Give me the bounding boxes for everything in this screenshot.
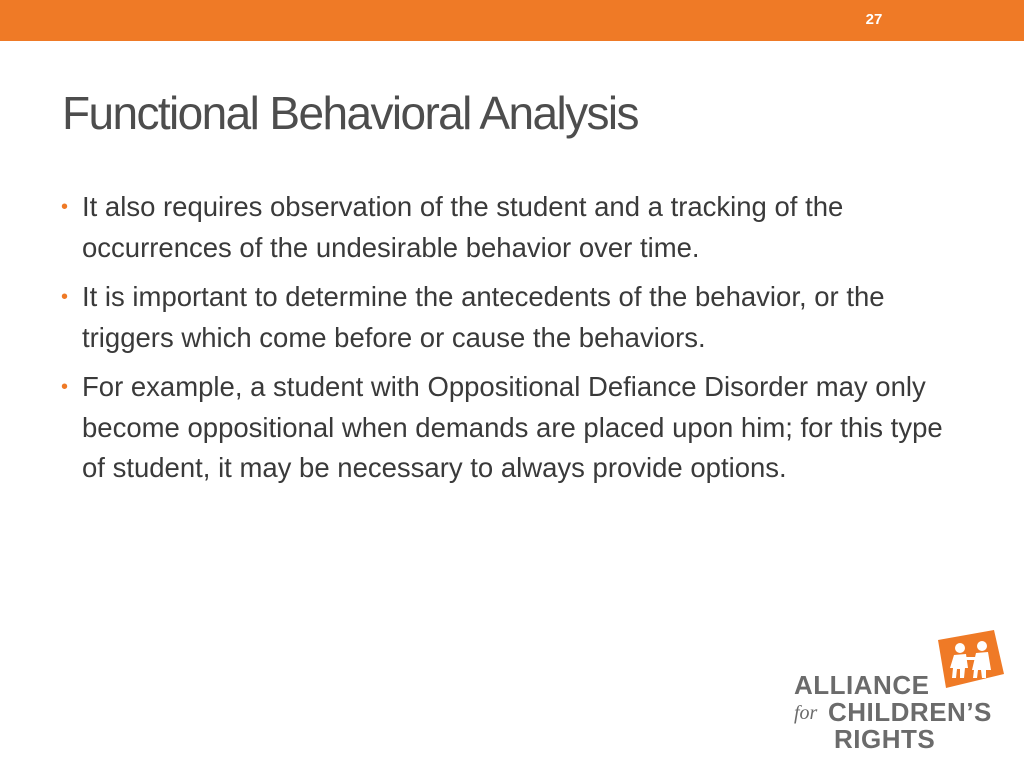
logo-text-childrens: CHILDREN’S	[828, 697, 992, 727]
logo-text-for: for	[794, 702, 818, 724]
bullet-text: It is important to determine the antecedents of the behavior, or the triggers which come before or cause the behaviors.	[82, 281, 885, 353]
children-holding-hands-icon	[932, 630, 1006, 690]
bullet-item	[60, 277, 970, 358]
logo-text-alliance: ALLIANCE	[794, 670, 930, 700]
bullet-dot: •	[61, 196, 69, 218]
alliance-logo	[790, 630, 1010, 754]
slide-title: Functional Behavioral Analysis	[62, 87, 638, 139]
bullet-item	[60, 187, 970, 268]
bullet-text: For example, a student with Oppositional Defiance Disorder may only become oppositional when demands are placed upon him; for this type of student, it may be necessary to always provide options.	[82, 371, 943, 483]
bullet-list	[60, 187, 970, 498]
logo-text-rights: RIGHTS	[834, 724, 936, 754]
slide-number: 27	[865, 11, 883, 28]
bullet-dot: •	[61, 286, 69, 308]
bullet-text: It also requires observation of the student and a tracking of the occurrences of the undesirable behavior over time.	[82, 191, 844, 263]
bullet-dot: •	[61, 376, 69, 398]
bullet-item	[60, 367, 970, 489]
header-bar	[0, 0, 1024, 41]
